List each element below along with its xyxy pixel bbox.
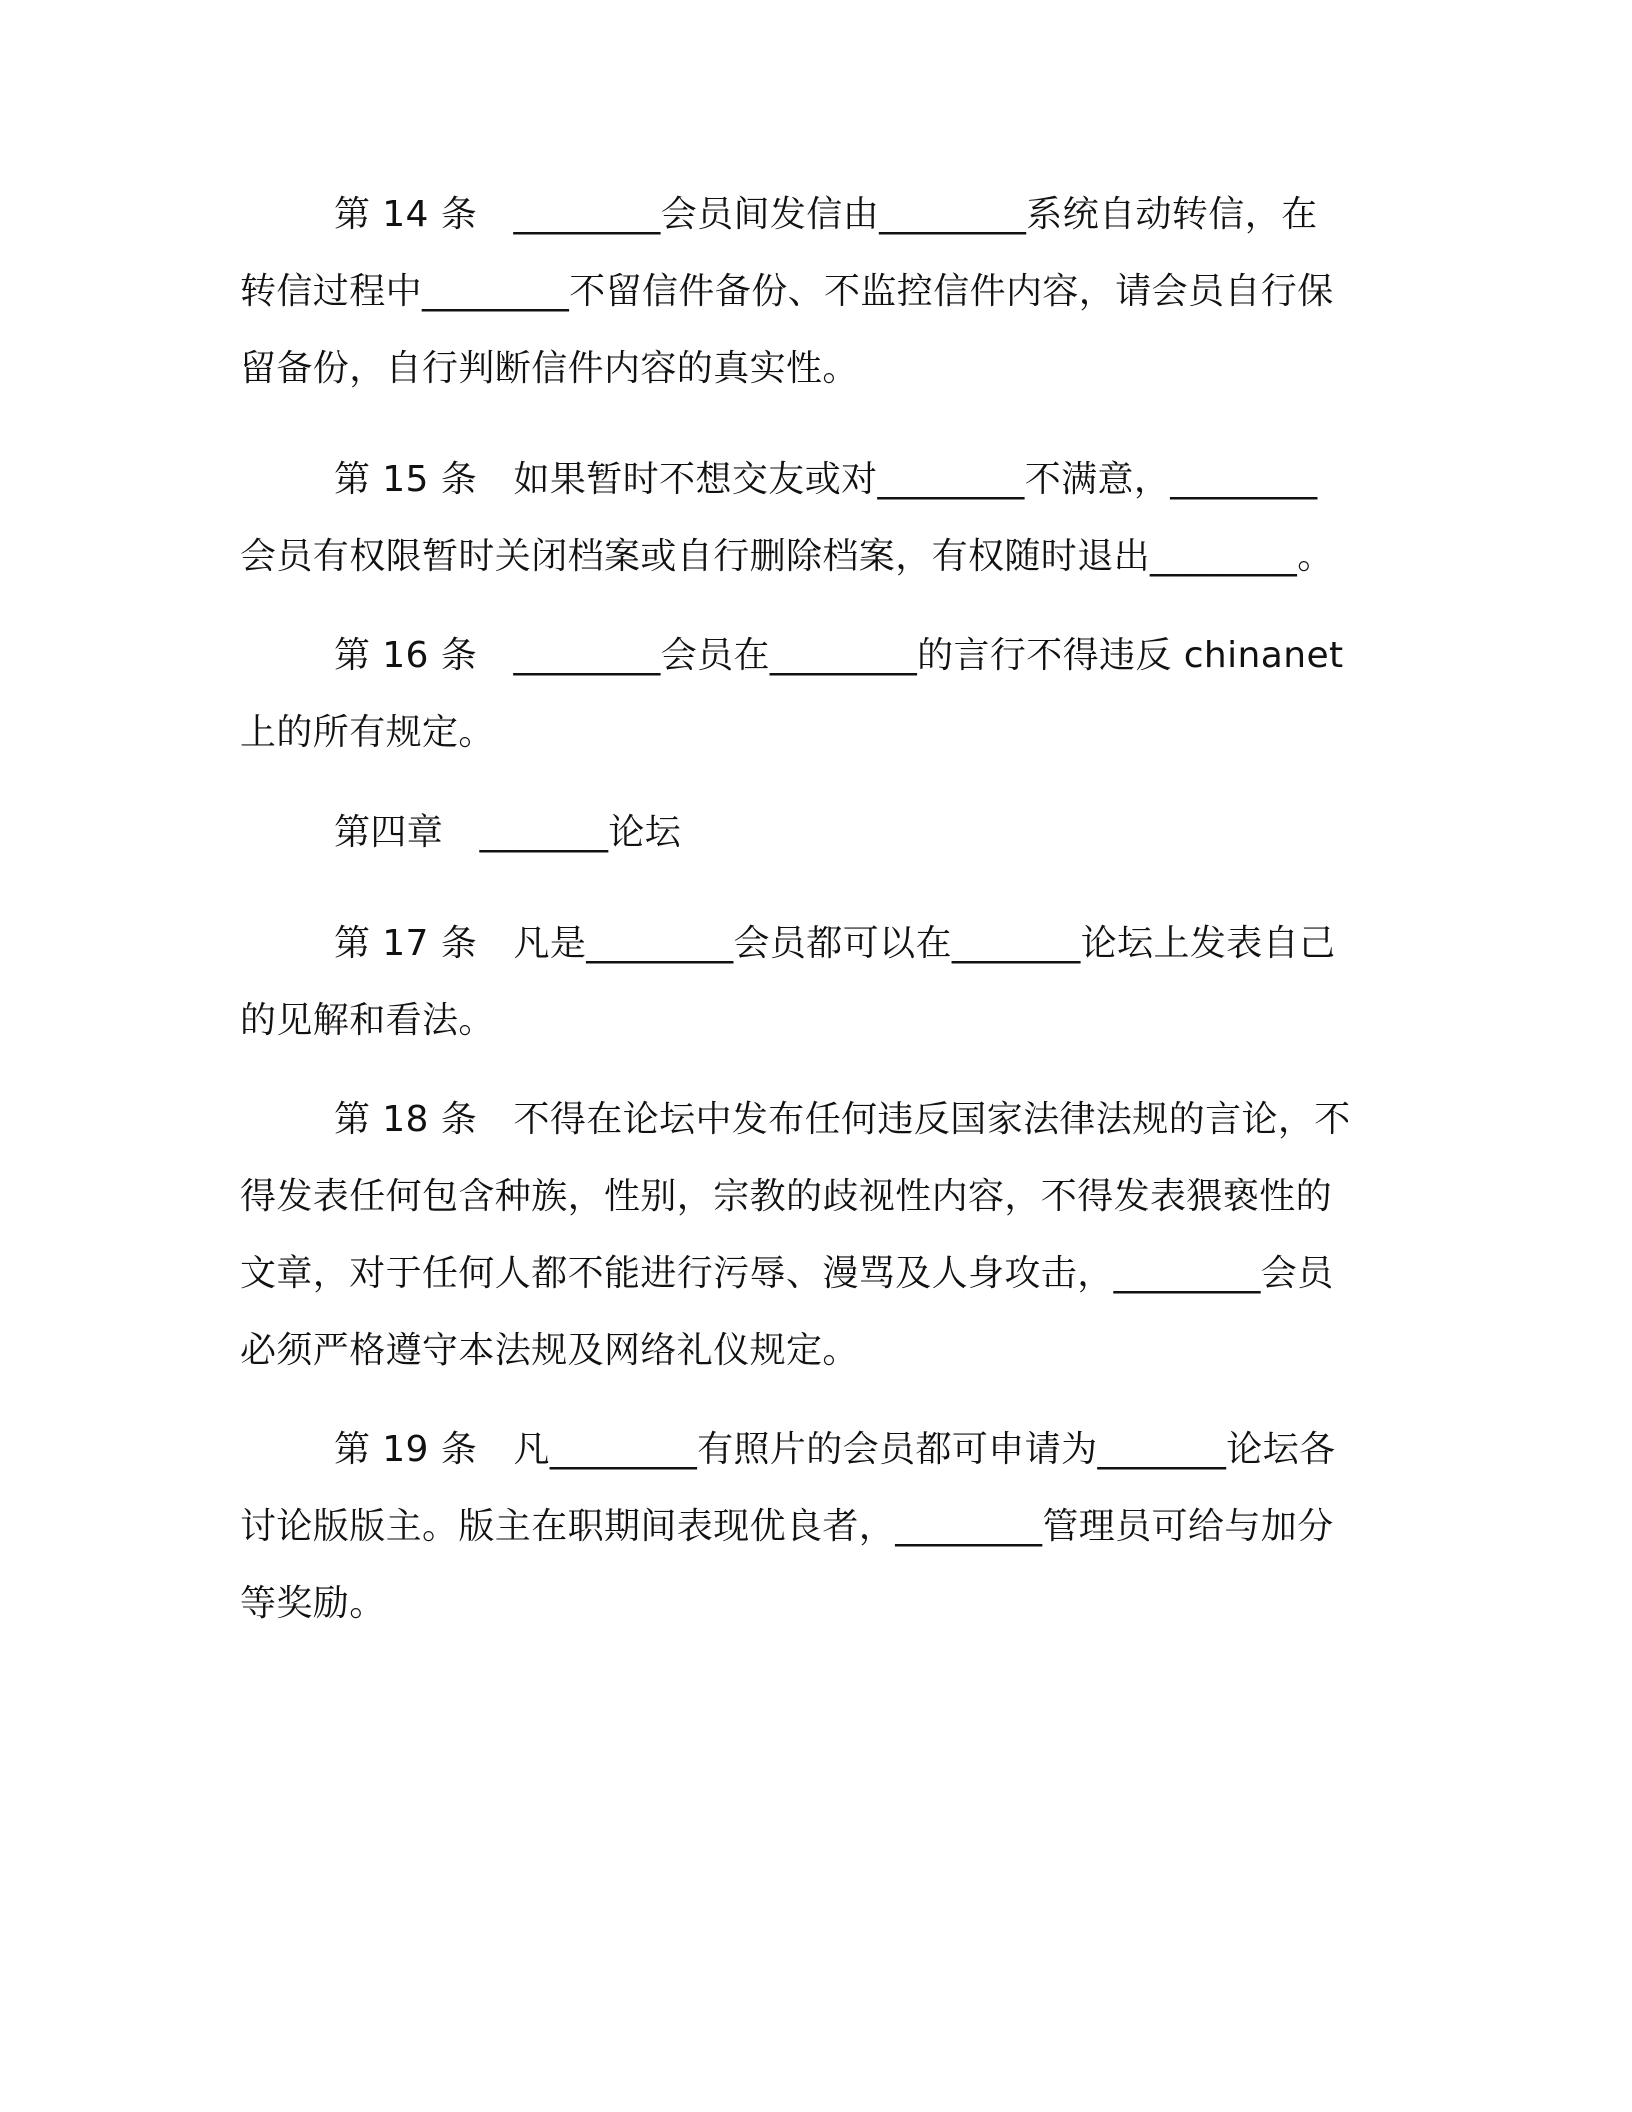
article-18-line-4: 必须严格遵守本法规及网络礼仪规定。 [240,1330,859,1371]
article-19 [240,1411,1392,1642]
article-14 [240,176,1392,407]
article-17 [240,905,1392,1059]
article-15-line-2: 会员有权限暂时关闭档案或自行删除档案，有权随时退出________。 [240,536,1334,577]
article-19-line-1: 第 19 条 凡________有照片的会员都可申请为_______论坛各 [334,1429,1336,1470]
article-19-line-3: 等奖励。 [240,1583,386,1624]
article-17-line-2: 的见解和看法。 [240,1000,495,1041]
article-18-line-3: 文章，对于任何人都不能进行污辱、漫骂及人身攻击，________会员 [240,1253,1334,1294]
article-17-line-1: 第 17 条 凡是________会员都可以在_______论坛上发表自己 [334,923,1336,964]
article-14-line-2: 转信过程中________不留信件备份、不监控信件内容，请会员自行保 [240,271,1334,312]
article-14-line-3: 留备份，自行判断信件内容的真实性。 [240,348,859,389]
article-18 [240,1081,1392,1389]
article-16-line-1: 第 16 条 ________会员在________的言行不得违反 chinanet [334,635,1344,676]
chapter-4-heading [240,794,1392,871]
article-16 [240,617,1392,771]
article-15 [240,441,1392,595]
article-19-line-2: 讨论版版主。版主在职期间表现优良者，________管理员可给与加分 [240,1506,1334,1547]
article-14-line-1: 第 14 条 ________会员间发信由________系统自动转信，在 [334,194,1318,235]
article-18-line-1: 第 18 条 不得在论坛中发布任何违反国家法律法规的言论，不 [334,1099,1351,1140]
article-18-line-2: 得发表任何包含种族，性别，宗教的歧视性内容，不得发表猥亵性的 [240,1176,1333,1217]
article-16-line-2: 上的所有规定。 [240,712,495,753]
article-15-line-1: 第 15 条 如果暂时不想交友或对________不满意，________ [334,459,1318,500]
chapter-4-title: 第四章 _______论坛 [334,812,682,853]
